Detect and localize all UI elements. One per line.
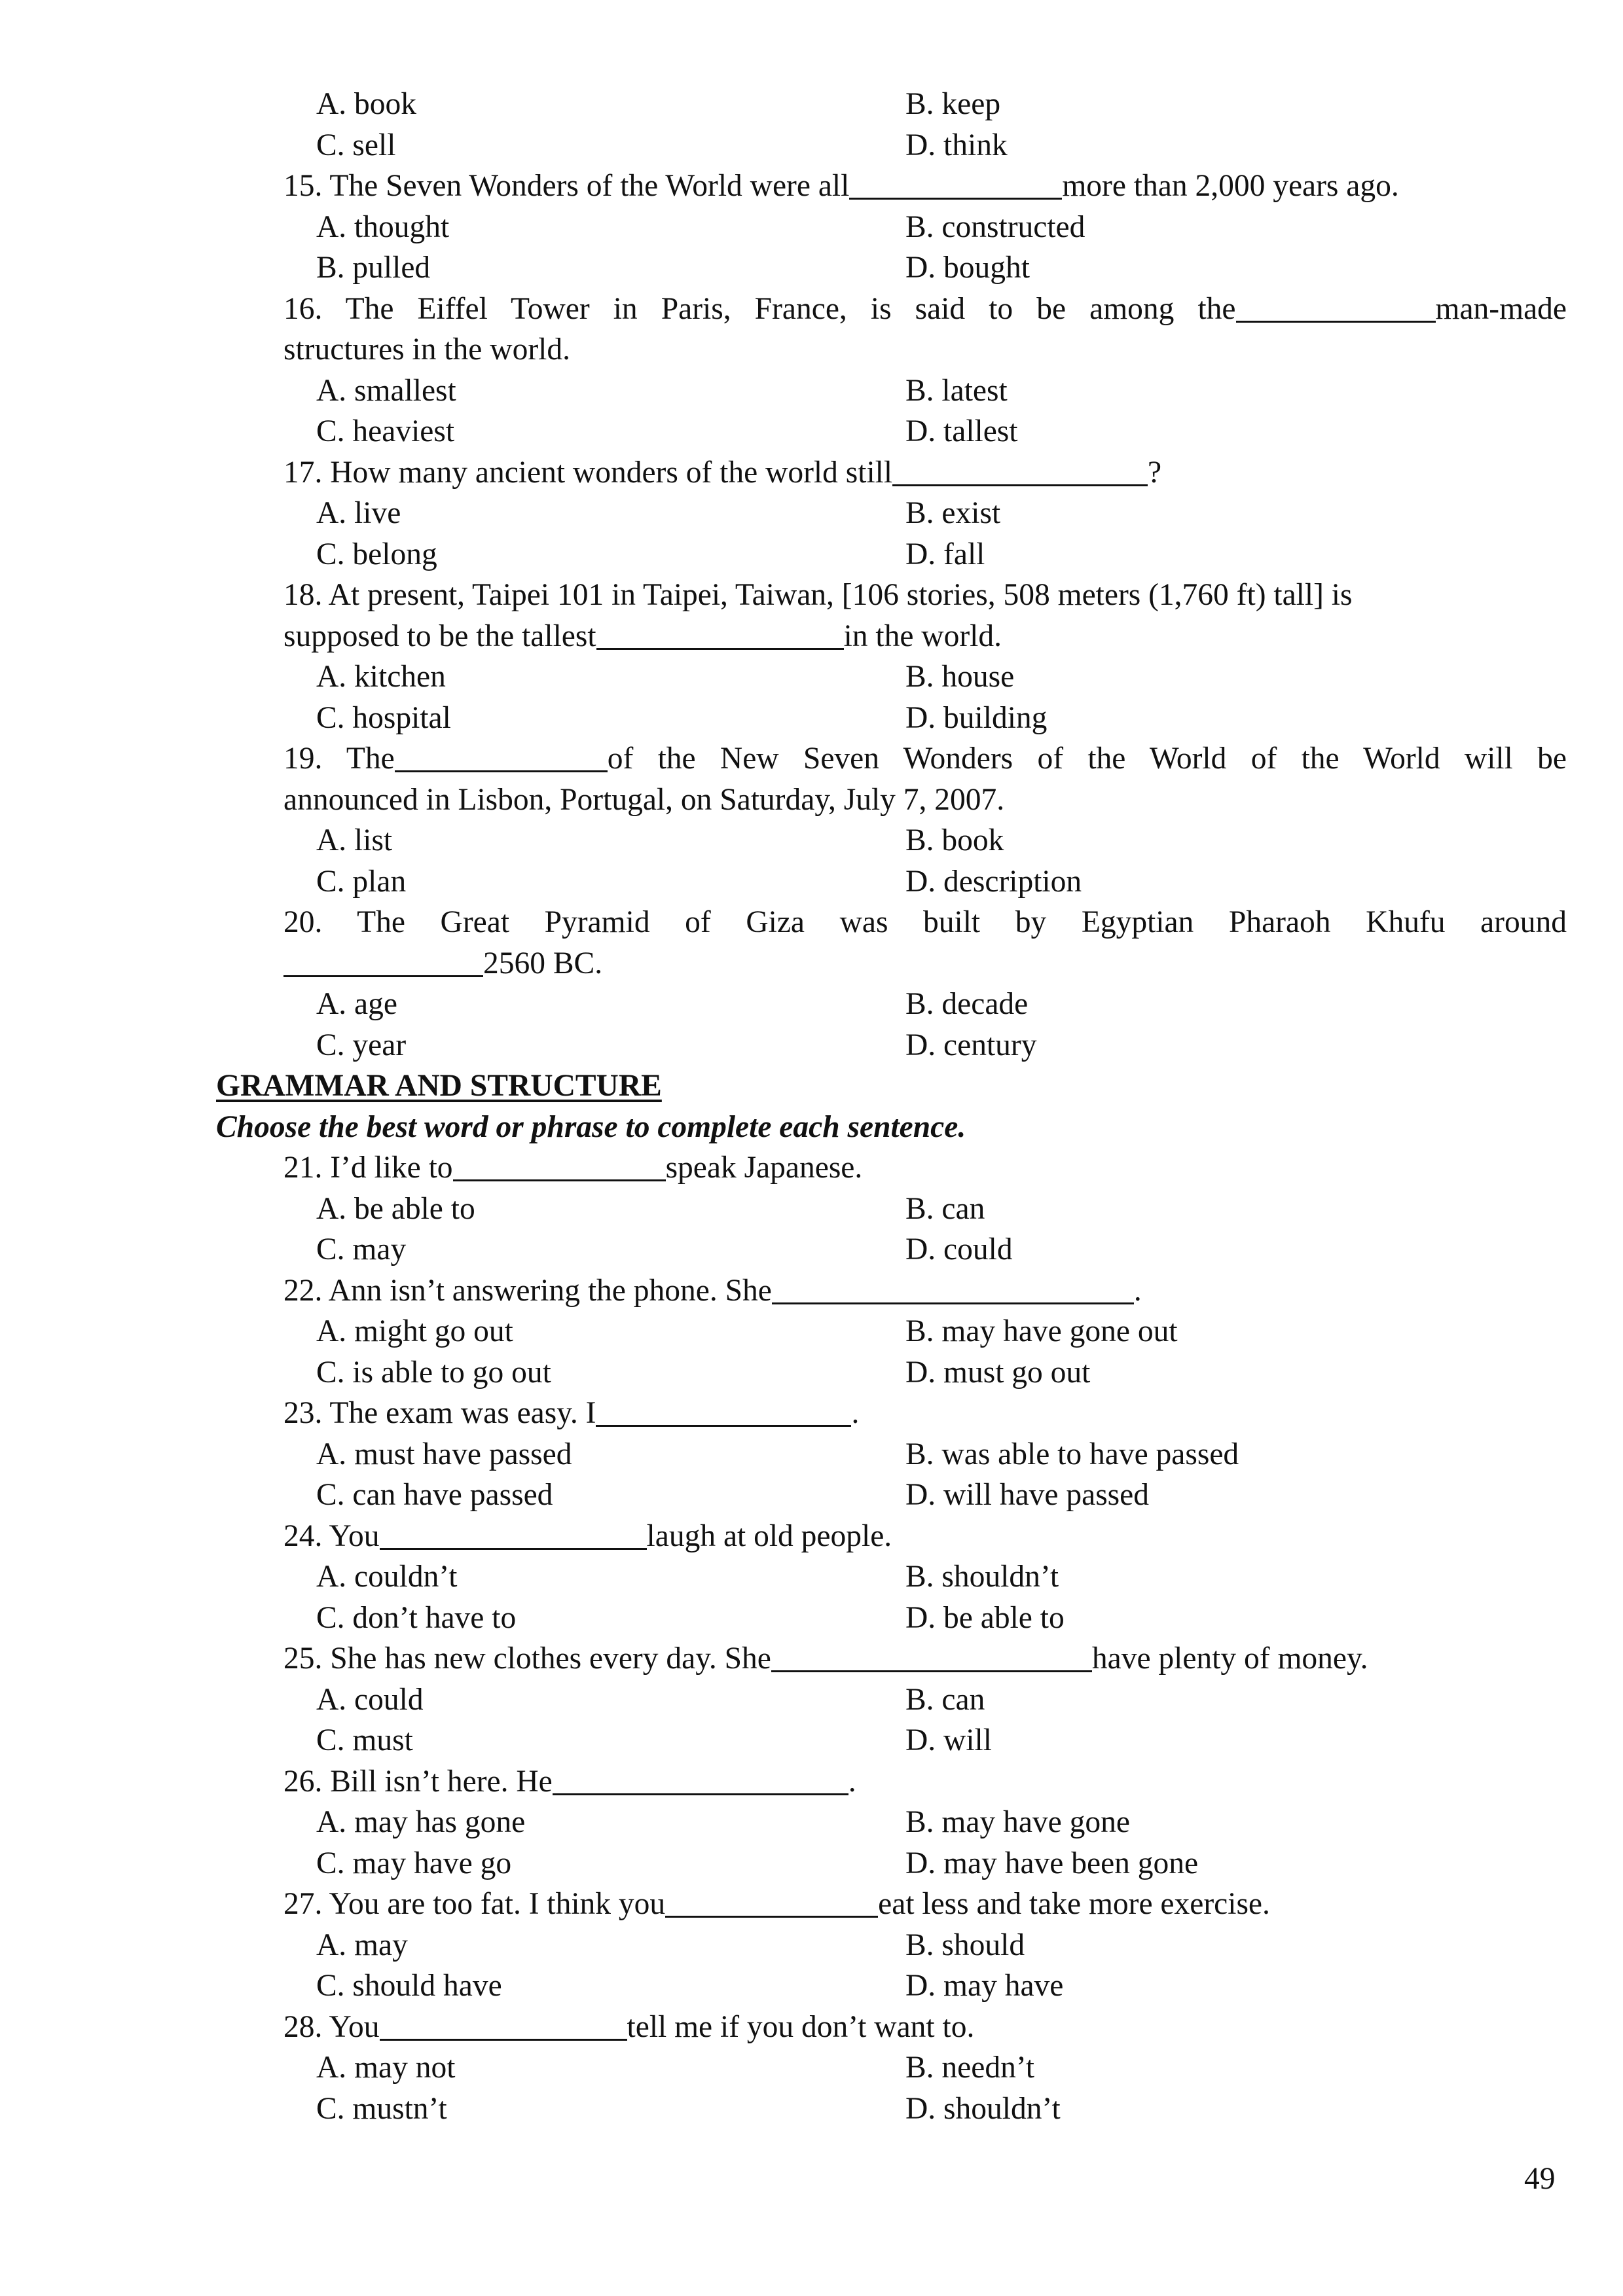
section-heading: GRAMMAR AND STRUCTURE xyxy=(216,1069,662,1103)
options-row xyxy=(283,1843,1567,1884)
question-text: 27. You are too fat. I think you xyxy=(283,1887,666,1921)
option-d: D. will have passed xyxy=(905,1478,1149,1512)
option-a: A. kitchen xyxy=(316,660,446,694)
question-16-continued xyxy=(283,329,1567,370)
option-b: B. latest xyxy=(905,373,1008,408)
option-b: B. may have gone out xyxy=(905,1314,1178,1348)
answer-blank xyxy=(771,1641,1092,1672)
option-b: B. house xyxy=(905,660,1015,694)
option-a: A. couldn’t xyxy=(316,1560,458,1594)
option-d: D. bought xyxy=(905,251,1030,285)
question-text: 28. You xyxy=(283,2009,380,2044)
question-16 xyxy=(283,289,1567,330)
options-row xyxy=(283,1475,1567,1516)
options-row xyxy=(283,1311,1567,1352)
option-b: B. may have gone xyxy=(905,1805,1130,1839)
option-d: D. may have been gone xyxy=(905,1846,1199,1880)
option-c: C. must xyxy=(316,1723,413,1757)
question-text: tell me if you don’t want to. xyxy=(627,2009,975,2044)
page-content xyxy=(216,84,1567,2129)
section-instruction: Choose the best word or phrase to complete each sentence. xyxy=(216,1109,966,1144)
question-20 xyxy=(283,902,1567,943)
question-text: . xyxy=(848,1764,856,1799)
option-c: C. year xyxy=(316,1028,407,1062)
question-text: speak Japanese. xyxy=(665,1151,863,1185)
question-text: have plenty of money. xyxy=(1091,1641,1368,1676)
option-c: C. heaviest xyxy=(316,414,455,448)
question-text: ? xyxy=(1148,455,1162,490)
options-row xyxy=(283,84,1567,125)
option-c: C. should have xyxy=(316,1969,502,2003)
question-20-continued xyxy=(283,943,1567,984)
option-d: D. building xyxy=(905,700,1048,735)
question-15 xyxy=(283,166,1567,207)
option-d: D. shouldn’t xyxy=(905,2091,1061,2126)
question-text: . xyxy=(851,1396,860,1430)
question-text: announced in Lisbon, Portugal, on Saturday, July 7, 2007. xyxy=(283,782,1005,817)
question-text: structures in the world. xyxy=(283,332,570,367)
question-text: of the New Seven Wonders of the World of the World will be xyxy=(607,742,1567,776)
option-a: A. may not xyxy=(316,2051,456,2085)
option-b: B. can xyxy=(905,1682,985,1717)
options-row xyxy=(283,2047,1567,2089)
answer-blank xyxy=(453,1151,666,1181)
option-b: B. shouldn’t xyxy=(905,1560,1059,1594)
options-row xyxy=(283,698,1567,739)
answer-blank xyxy=(283,946,483,977)
options-row xyxy=(283,370,1567,412)
option-a: A. list xyxy=(316,823,393,857)
option-c: C. don’t have to xyxy=(316,1600,517,1635)
question-text: 2560 BC. xyxy=(483,946,603,980)
options-row xyxy=(283,534,1567,575)
option-c: C. plan xyxy=(316,864,407,899)
option-d: D. tallest xyxy=(905,414,1018,448)
option-a: A. may xyxy=(316,1928,408,1962)
question-text: more than 2,000 years ago. xyxy=(1062,169,1399,203)
option-c: B. pulled xyxy=(316,251,431,285)
answer-blank xyxy=(665,1887,878,1918)
options-row xyxy=(283,1598,1567,1639)
question-text: man-made xyxy=(1435,291,1567,326)
options-row xyxy=(283,207,1567,248)
options-row xyxy=(283,1965,1567,2007)
page-number: 49 xyxy=(1524,2162,1556,2196)
question-text: supposed to be the tallest xyxy=(283,619,596,653)
question-text: 25. She has new clothes every day. She xyxy=(283,1641,771,1676)
option-d: D. century xyxy=(905,1028,1037,1062)
question-28 xyxy=(283,2007,1567,2048)
option-d: D. will xyxy=(905,1723,992,1757)
option-c: C. may xyxy=(316,1232,407,1266)
option-d: D. must go out xyxy=(905,1355,1091,1390)
option-a: A. live xyxy=(316,496,401,530)
question-text: 20. The Great Pyramid of Giza was built by Egyptian Pharaoh Khufu around xyxy=(283,905,1567,939)
option-a: A. could xyxy=(316,1682,424,1717)
options-row xyxy=(283,1434,1567,1475)
option-c: C. sell xyxy=(316,128,396,162)
question-26 xyxy=(283,1761,1567,1803)
options-row xyxy=(283,1925,1567,1966)
question-17 xyxy=(283,452,1567,493)
answer-blank xyxy=(849,169,1062,200)
question-text: 18. At present, Taipei 101 in Taipei, Taiwan, [106 stories, 508 meters (1,760 ft) tall] is xyxy=(283,578,1353,612)
question-text: laugh at old people. xyxy=(646,1518,892,1553)
options-row xyxy=(283,1556,1567,1598)
options-row xyxy=(283,247,1567,289)
option-c: C. is able to go out xyxy=(316,1355,551,1390)
answer-blank xyxy=(553,1765,848,1795)
option-a: A. book xyxy=(316,87,417,121)
question-25 xyxy=(283,1638,1567,1679)
answer-blank xyxy=(380,1519,647,1550)
answer-blank xyxy=(395,742,608,772)
option-d: D. may have xyxy=(905,1969,1064,2003)
option-b: B. exist xyxy=(905,496,1001,530)
question-23 xyxy=(283,1393,1567,1434)
option-b: B. needn’t xyxy=(905,2051,1035,2085)
question-18-continued xyxy=(283,616,1567,657)
option-d: D. be able to xyxy=(905,1600,1065,1635)
question-27 xyxy=(283,1884,1567,1925)
options-row xyxy=(283,411,1567,452)
option-c: C. may have go xyxy=(316,1846,512,1880)
option-b: B. constructed xyxy=(905,209,1085,244)
options-row xyxy=(283,1189,1567,1230)
option-a: A. smallest xyxy=(316,373,456,408)
option-a: A. might go out xyxy=(316,1314,513,1348)
options-row xyxy=(283,984,1567,1025)
options-row xyxy=(283,1679,1567,1721)
option-d: D. fall xyxy=(905,537,985,571)
question-19 xyxy=(283,738,1567,780)
question-text: 26. Bill isn’t here. He xyxy=(283,1764,553,1799)
question-18 xyxy=(283,575,1567,616)
option-b: B. keep xyxy=(905,87,1001,121)
options-row xyxy=(283,1352,1567,1393)
answer-blank xyxy=(596,619,844,650)
options-row xyxy=(283,1025,1567,1066)
question-text: 23. The exam was easy. I xyxy=(283,1396,596,1430)
options-row xyxy=(283,1802,1567,1843)
answer-blank xyxy=(596,1396,851,1427)
option-b: B. was able to have passed xyxy=(905,1437,1239,1471)
options-row xyxy=(283,2089,1567,2130)
options-row xyxy=(283,493,1567,534)
answer-blank xyxy=(380,2010,627,2041)
question-22 xyxy=(283,1270,1567,1312)
answer-blank xyxy=(772,1274,1134,1304)
option-b: B. can xyxy=(905,1191,985,1226)
option-b: B. decade xyxy=(905,987,1029,1021)
option-a: A. may has gone xyxy=(316,1805,526,1839)
question-text: 19. The xyxy=(283,742,395,776)
question-21 xyxy=(283,1147,1567,1189)
option-d: D. could xyxy=(905,1232,1013,1266)
options-row xyxy=(283,1229,1567,1270)
option-c: C. hospital xyxy=(316,700,451,735)
question-19-continued xyxy=(283,780,1567,821)
option-c: C. can have passed xyxy=(316,1478,553,1512)
options-row xyxy=(283,656,1567,698)
option-b: B. book xyxy=(905,823,1004,857)
option-a: A. thought xyxy=(316,209,450,244)
answer-blank xyxy=(1236,292,1436,323)
option-a: A. be able to xyxy=(316,1191,475,1226)
option-c: C. mustn’t xyxy=(316,2091,447,2126)
question-text: . xyxy=(1133,1273,1142,1308)
question-text: in the world. xyxy=(843,619,1002,653)
answer-blank xyxy=(892,456,1148,486)
option-d: D. description xyxy=(905,864,1082,899)
question-24 xyxy=(283,1516,1567,1557)
question-text: 15. The Seven Wonders of the World were all xyxy=(283,169,850,203)
question-text: 17. How many ancient wonders of the world still xyxy=(283,455,893,490)
question-text: 16. The Eiffel Tower in Paris, France, is said to be among the xyxy=(283,291,1236,326)
question-text: 21. I’d like to xyxy=(283,1151,453,1185)
question-text: 24. You xyxy=(283,1518,380,1553)
option-c: C. belong xyxy=(316,537,437,571)
option-b: B. should xyxy=(905,1928,1025,1962)
option-a: A. must have passed xyxy=(316,1437,572,1471)
question-text: 22. Ann isn’t answering the phone. She xyxy=(283,1273,772,1308)
options-row xyxy=(283,1720,1567,1761)
option-a: A. age xyxy=(316,987,397,1021)
options-row xyxy=(283,861,1567,903)
option-d: D. think xyxy=(905,128,1008,162)
question-text: eat less and take more exercise. xyxy=(878,1887,1270,1921)
options-row xyxy=(283,820,1567,861)
options-row xyxy=(283,125,1567,166)
